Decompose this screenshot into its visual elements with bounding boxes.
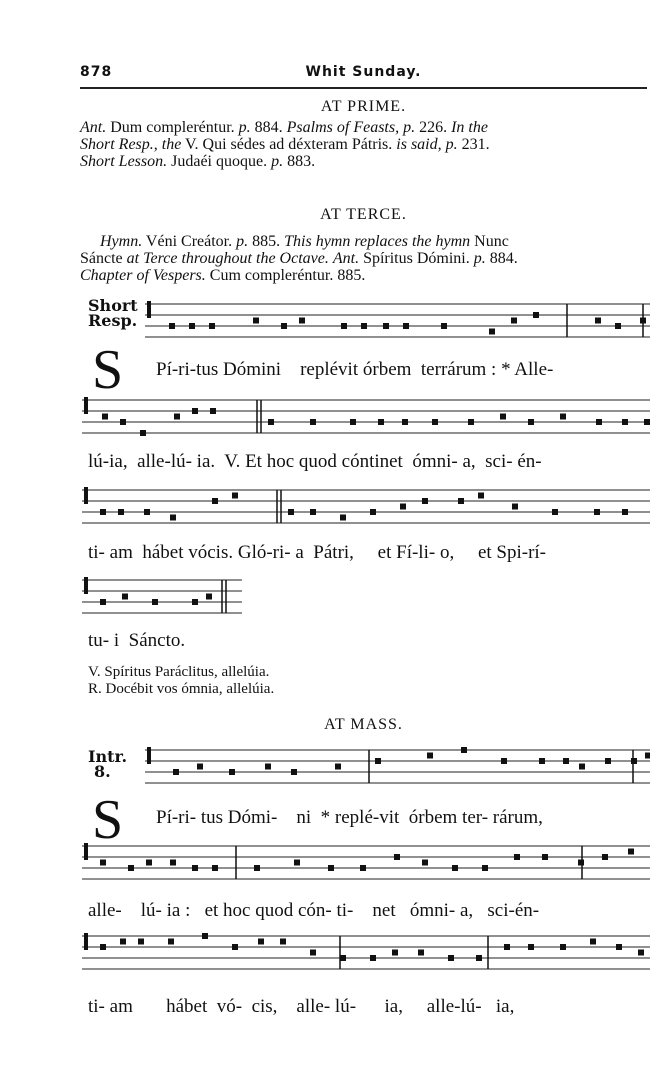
rubric-text: Nunc	[470, 233, 509, 250]
chant-staff-6	[82, 838, 650, 898]
neume-note	[595, 318, 601, 324]
neume-note	[229, 769, 235, 775]
neume-note	[489, 329, 495, 335]
neume-note	[253, 318, 259, 324]
neume-note	[146, 860, 152, 866]
neume-note	[100, 599, 106, 605]
neume-note	[422, 498, 428, 504]
rubric-text: Dum compleréntur.	[106, 119, 239, 136]
short-resp-label-line1: Short	[88, 296, 138, 315]
neume-note	[122, 594, 128, 600]
drop-cap-mass: S	[92, 789, 124, 851]
page-number: 878	[80, 64, 113, 80]
neume-note	[102, 414, 108, 420]
neume-note	[280, 939, 286, 945]
neume-note	[482, 865, 488, 871]
lyric-line-3: ti- am hábet vócis. Gló-ri- a Pátri, et Fí-li- o, et Spi-rí-	[88, 542, 547, 563]
neume-note	[378, 419, 384, 425]
rubric-text: Short Resp., the	[80, 136, 182, 153]
neume-note	[138, 939, 144, 945]
neume-note	[192, 408, 198, 414]
rubric-line	[80, 250, 647, 267]
rubric-text: Cum compleréntur. 885.	[205, 267, 366, 284]
neume-note	[400, 504, 406, 510]
introit-label-line1: Intr.	[88, 747, 128, 766]
neume-note	[335, 764, 341, 770]
neume-note	[578, 860, 584, 866]
neume-note	[644, 419, 650, 425]
neume-note	[288, 509, 294, 515]
neume-note	[340, 955, 346, 961]
neume-note	[552, 509, 558, 515]
neume-note	[202, 933, 208, 939]
neume-note	[128, 865, 134, 871]
c-clef-icon	[84, 487, 88, 504]
neume-note	[501, 758, 507, 764]
rubric-text: Ant.	[332, 250, 360, 267]
neume-note	[563, 758, 569, 764]
rubric-text: Chapter of Vespers.	[80, 267, 206, 284]
rubric-text: 231.	[457, 136, 490, 153]
neume-note	[560, 414, 566, 420]
c-clef-icon	[147, 301, 151, 318]
neume-note	[514, 854, 520, 860]
neume-note	[596, 419, 602, 425]
rubric-text: is said, p.	[396, 136, 458, 153]
rubric-text: Hymn.	[100, 233, 143, 250]
neume-note	[361, 323, 367, 329]
neume-note	[528, 419, 534, 425]
neume-note	[394, 854, 400, 860]
neume-note	[209, 323, 215, 329]
neume-note	[341, 323, 347, 329]
neume-note	[605, 758, 611, 764]
neume-note	[268, 419, 274, 425]
prime-rubric	[80, 119, 647, 170]
neume-note	[100, 860, 106, 866]
rubric-line	[80, 119, 647, 136]
rubric-text: p.	[271, 153, 284, 170]
introit-mode: 8.	[94, 762, 111, 781]
neume-note	[254, 865, 260, 871]
neume-note	[631, 758, 637, 764]
rubric-text: Judaéi quoque.	[167, 153, 272, 170]
neume-note	[170, 515, 176, 521]
neume-note	[192, 865, 198, 871]
neume-note	[539, 758, 545, 764]
neume-note	[616, 944, 622, 950]
chant-staff-7	[82, 928, 650, 988]
terce-rubric	[80, 233, 647, 284]
neume-note	[476, 955, 482, 961]
neume-note	[360, 865, 366, 871]
neume-note	[118, 509, 124, 515]
neume-note	[192, 599, 198, 605]
neume-note	[100, 509, 106, 515]
rubric-text: 885.	[248, 233, 285, 250]
neume-note	[590, 939, 596, 945]
c-clef-icon	[84, 933, 88, 950]
neume-note	[560, 944, 566, 950]
terce-heading: AT TERCE.	[320, 206, 407, 223]
neume-note	[622, 419, 628, 425]
short-resp-label-line2: Resp.	[88, 311, 138, 330]
neume-note	[212, 865, 218, 871]
rubric-text: Short Lesson.	[80, 153, 168, 170]
neume-note	[310, 419, 316, 425]
rubric-line	[80, 233, 647, 250]
neume-note	[638, 950, 644, 956]
neume-note	[370, 509, 376, 515]
neume-note	[294, 860, 300, 866]
rubric-line	[80, 153, 647, 170]
neume-note	[340, 515, 346, 521]
rubric-text: 884.	[485, 250, 518, 267]
neume-note	[594, 509, 600, 515]
neume-note	[427, 753, 433, 759]
lyric-line-7: ti- am hábet vó- cis, alle- lú- ia, alle-lú- ia,	[88, 996, 515, 1017]
short-resp-label	[88, 298, 138, 328]
chant-staff-4	[82, 572, 242, 627]
neume-note	[152, 599, 158, 605]
neume-note	[579, 764, 585, 770]
rubric-line	[80, 267, 647, 284]
neume-note	[232, 944, 238, 950]
neume-note	[615, 323, 621, 329]
versicle: V. Spíritus Paráclitus, allelúia.	[88, 664, 270, 680]
rubric-text: V. Qui sédes ad déxteram Pátris.	[181, 136, 397, 153]
neume-note	[189, 323, 195, 329]
neume-note	[403, 323, 409, 329]
rubric-text: p.	[238, 119, 251, 136]
neume-note	[328, 865, 334, 871]
header-rule	[80, 87, 647, 89]
neume-note	[120, 939, 126, 945]
neume-note	[432, 419, 438, 425]
rubric-text: Psalms of Feasts, p.	[286, 119, 416, 136]
neume-note	[310, 509, 316, 515]
drop-cap-terce: S	[92, 339, 124, 401]
neume-note	[140, 430, 146, 436]
neume-note	[512, 504, 518, 510]
neume-note	[500, 414, 506, 420]
page-header	[80, 64, 647, 84]
neume-note	[645, 753, 650, 759]
c-clef-icon	[147, 747, 151, 764]
page-title: Whit Sunday.	[305, 64, 422, 80]
neume-note	[383, 323, 389, 329]
rubric-text: p.	[236, 233, 249, 250]
introit-label	[88, 749, 127, 779]
neume-note	[258, 939, 264, 945]
neume-note	[197, 764, 203, 770]
rubric-text: 883.	[283, 153, 316, 170]
neume-note	[418, 950, 424, 956]
response: R. Docébit vos ómnia, allelúia.	[88, 681, 275, 697]
neume-note	[458, 498, 464, 504]
neume-note	[210, 408, 216, 414]
chant-staff-1	[145, 296, 650, 356]
neume-note	[100, 944, 106, 950]
prime-heading: AT PRIME.	[320, 98, 407, 115]
neume-note	[622, 509, 628, 515]
rubric-text: Spíritus Dómini.	[359, 250, 474, 267]
neume-note	[468, 419, 474, 425]
lyric-line-5: Pí-ri- tus Dómi- ni * replé-vit órbem ter- rárum,	[156, 807, 543, 828]
neume-note	[291, 769, 297, 775]
neume-note	[452, 865, 458, 871]
neume-note	[542, 854, 548, 860]
lyric-line-4: tu- i Sáncto.	[88, 630, 186, 651]
neume-note	[281, 323, 287, 329]
c-clef-icon	[84, 843, 88, 860]
neume-note	[370, 955, 376, 961]
neume-note	[168, 939, 174, 945]
rubric-text: This hymn replaces the hymn	[284, 233, 471, 250]
chant-staff-3	[82, 482, 650, 537]
neume-note	[511, 318, 517, 324]
neume-note	[461, 747, 467, 753]
c-clef-icon	[84, 397, 88, 414]
neume-note	[441, 323, 447, 329]
neume-note	[170, 860, 176, 866]
neume-note	[265, 764, 271, 770]
rubric-text: In the	[451, 119, 488, 136]
neume-note	[144, 509, 150, 515]
neume-note	[628, 849, 634, 855]
chant-staff-5	[145, 742, 650, 802]
rubric-text: Véni Creátor.	[142, 233, 237, 250]
rubric-text: 226.	[415, 119, 452, 136]
neume-note	[392, 950, 398, 956]
neume-note	[212, 498, 218, 504]
rubric-text: at Terce throughout the Octave.	[126, 250, 329, 267]
rubric-line	[80, 136, 647, 153]
mass-heading: AT MASS.	[324, 716, 403, 733]
neume-note	[402, 419, 408, 425]
chant-staff-2	[82, 392, 650, 447]
neume-note	[350, 419, 356, 425]
neume-note	[602, 854, 608, 860]
rubric-text: 884.	[250, 119, 287, 136]
neume-note	[299, 318, 305, 324]
lyric-line-2: lú-ia, alle-lú- ia. V. Et hoc quod cóntinet ómni- a, sci- én-	[88, 451, 542, 472]
neume-note	[528, 944, 534, 950]
neume-note	[533, 312, 539, 318]
neume-note	[422, 860, 428, 866]
neume-note	[120, 419, 126, 425]
neume-note	[375, 758, 381, 764]
neume-note	[448, 955, 454, 961]
neume-note	[310, 950, 316, 956]
rubric-text: p.	[473, 250, 486, 267]
neume-note	[478, 493, 484, 499]
neume-note	[206, 594, 212, 600]
rubric-text: Sáncte	[80, 250, 127, 267]
neume-note	[232, 493, 238, 499]
neume-note	[169, 323, 175, 329]
neume-note	[174, 414, 180, 420]
neume-note	[504, 944, 510, 950]
rubric-text: Ant.	[80, 119, 107, 136]
lyric-line-6: alle- lú- ia : et hoc quod cón- ti- net ómni- a, sci-én-	[88, 900, 540, 921]
lyric-line-1: Pí-ri-tus Dómini replévit órbem terrárum : * Alle-	[156, 359, 554, 380]
neume-note	[173, 769, 179, 775]
c-clef-icon	[84, 577, 88, 594]
